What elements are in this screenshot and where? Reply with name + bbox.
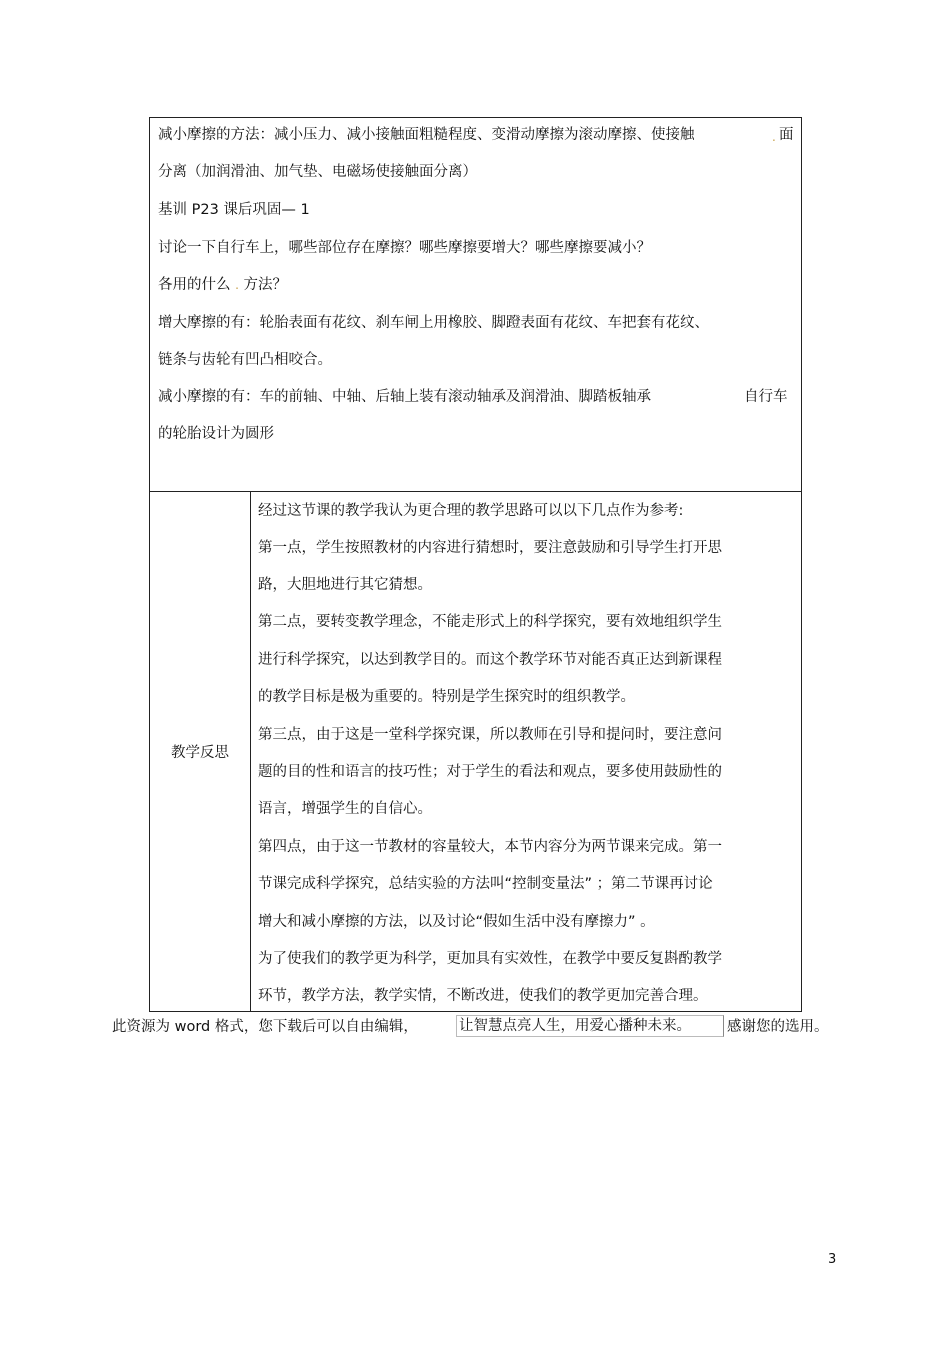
chain-gear-line: 链条与齿轮有凹凸相咬合。	[158, 352, 332, 368]
reflection-line: 第二点，要转变教学理念，不能走形式上的科学探究，要有效地组织学生	[258, 614, 722, 630]
reflection-line: 为了使我们的教学更为科学，更加具有实效性，在教学中要反复斟酌教学	[258, 951, 722, 967]
reflection-line: 第一点，学生按照教材的内容进行猜想时，要注意鼓励和引导学生打开思	[258, 540, 722, 556]
method-question-part-a: 各用的什么	[158, 277, 231, 293]
motto-box: 让智慧点亮人生，用爱心播种未来。	[456, 1015, 724, 1037]
decrease-friction-line-tail: 自行车	[744, 389, 788, 405]
friction-separation-line: 分离（加润滑油、加气垫、电磁场使接触面分离）	[158, 164, 477, 180]
reflection-line: 节课完成科学探究，总结实验的方法叫“控制变量法” ；第二节课再讨论	[258, 876, 713, 892]
reflection-line: 第三点，由于这是一堂科学探究课，所以教师在引导和提问时，要注意问	[258, 727, 722, 743]
reflection-line: 题的目的性和语言的技巧性；对于学生的看法和观点，要多使用鼓励性的	[258, 764, 722, 780]
page-number: 3	[828, 1252, 837, 1267]
footer-notice: 此资源为 word 格式，您下载后可以自由编辑，	[112, 1019, 418, 1035]
method-question-part-b: 方法？	[243, 277, 288, 293]
reflection-line: 第四点，由于这一节教材的容量较大，本节内容分为两节课来完成。第一	[258, 839, 722, 855]
increase-friction-line: 增大摩擦的有：轮胎表面有花纹、刹车闸上用橡胶、脚蹬表面有花纹、车把套有花纹、	[158, 315, 709, 331]
bicycle-question-line: 讨论一下自行车上，哪些部位存在摩擦？哪些摩擦要增大？哪些摩擦要减小？	[158, 240, 651, 256]
reflection-line: 语言，增强学生的自信心。	[258, 801, 432, 817]
line-tail: 面	[779, 127, 794, 143]
friction-reduce-methods-line: 减小摩擦的方法：减小压力、减小接触面粗糙程度、变滑动摩擦为滚动摩擦、使接触	[158, 127, 695, 143]
column-divider	[250, 491, 251, 1011]
exercise-reference-line: 基训 P23 课后巩固— 1	[158, 202, 310, 218]
reflection-line: 的教学目标是极为重要的。特别是学生探究时的组织教学。	[258, 689, 635, 705]
footer-thanks: 感谢您的选用。	[727, 1019, 829, 1035]
tire-design-line: 的轮胎设计为圆形	[158, 426, 274, 442]
reflection-line: 路，大胆地进行其它猜想。	[258, 577, 432, 593]
reflection-line: 经过这节课的教学我认为更合理的教学思路可以以下几点作为参考:	[258, 503, 684, 519]
reflection-line: 增大和减小摩擦的方法，以及讨论“假如生活中没有摩擦力” 。	[258, 914, 655, 930]
stray-mark: .	[772, 130, 776, 144]
method-question-line	[158, 276, 287, 294]
reflection-label: 教学反思	[171, 745, 229, 761]
stray-mark: .	[235, 278, 239, 292]
reflection-line: 环节，教学方法，教学实情，不断改进，使我们的教学更加完善合理。	[258, 988, 708, 1004]
decrease-friction-line: 减小摩擦的有：车的前轴、中轴、后轴上装有滚动轴承及润滑油、脚踏板轴承	[158, 389, 651, 405]
reflection-line: 进行科学探究，以达到教学目的。而这个教学环节对能否真正达到新课程	[258, 652, 722, 668]
content-table	[149, 117, 802, 1012]
